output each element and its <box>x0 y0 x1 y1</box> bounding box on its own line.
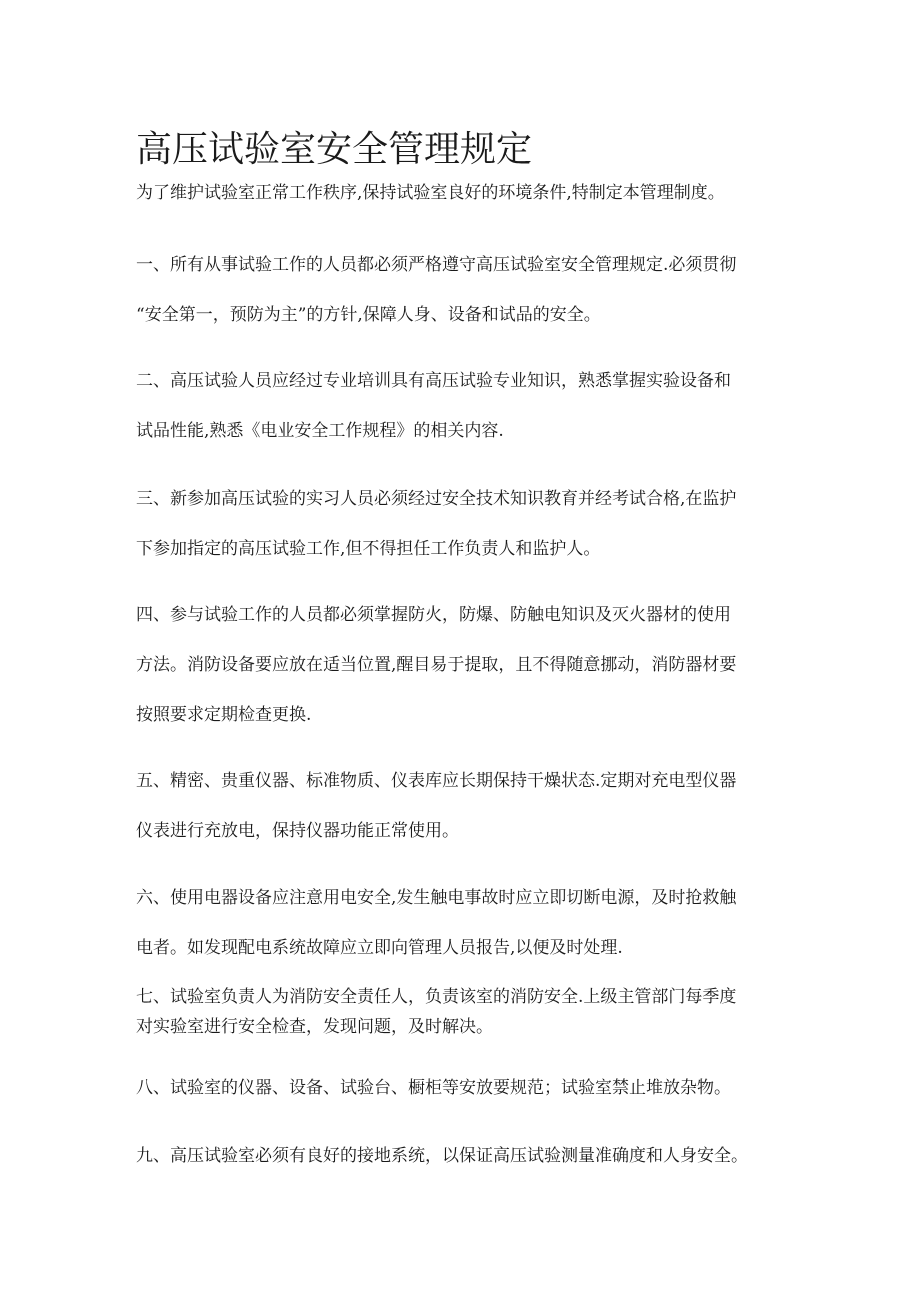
section-7-line-1: 七、试验室负责人为消防安全责任人，负责该室的消防安全.上级主管部门每季度 <box>136 987 737 1007</box>
section-8 <box>136 1076 796 1100</box>
section-2-line-1: 二、高压试验人员应经过专业培训具有高压试验专业知识，熟悉掌握实验设备和 <box>136 371 731 391</box>
section-5 <box>136 769 796 843</box>
section-2-line-2: 试品性能,熟悉《电业安全工作规程》的相关内容. <box>136 421 504 441</box>
section-4 <box>136 603 796 727</box>
section-4-line-1: 四、参与试验工作的人员都必须掌握防火，防爆、防触电知识及灭火器材的使用 <box>136 605 731 625</box>
section-7 <box>136 985 796 1039</box>
section-6 <box>136 886 796 960</box>
intro-line: 为了维护试验室正常工作秩序,保持试验室良好的环境条件,特制定本管理制度。 <box>136 183 725 203</box>
section-7-line-2: 对实验室进行安全检查，发现问题，及时解决。 <box>136 1017 493 1037</box>
section-6-line-1: 六、使用电器设备应注意用电安全,发生触电事故时应立即切断电源，及时抢救触 <box>136 888 737 908</box>
section-3-line-2: 下参加指定的高压试验工作,但不得担任工作负责人和监护人。 <box>136 539 601 559</box>
section-9-line-1: 九、高压试验室必须有良好的接地系统，以保证高压试验测量准确度和人身安全。 <box>136 1146 748 1166</box>
section-2 <box>136 369 796 443</box>
section-3 <box>136 487 796 561</box>
intro-paragraph <box>136 181 796 205</box>
section-3-line-1: 三、新参加高压试验的实习人员必须经过安全技术知识教育并经考试合格,在监护 <box>136 489 737 509</box>
section-1 <box>136 253 796 327</box>
section-1-line-1: 一、所有从事试验工作的人员都必须严格遵守高压试验室安全管理规定.必须贯彻 <box>136 255 737 275</box>
section-4-line-3: 按照要求定期检查更换. <box>136 705 312 725</box>
page-title: 高压试验室安全管理规定 <box>136 129 533 171</box>
section-5-line-1: 五、精密、贵重仪器、标准物质、仪表库应长期保持干燥状态.定期对充电型仪器 <box>136 771 737 791</box>
section-1-line-2: “安全第一，预防为主”的方针,保障人身、设备和试品的安全。 <box>136 305 601 325</box>
section-4-line-2: 方法。消防设备要应放在适当位置,醒目易于提取，且不得随意挪动，消防器材要 <box>136 655 737 675</box>
section-9 <box>136 1144 796 1168</box>
section-5-line-2: 仪表进行充放电，保持仪器功能正常使用。 <box>136 821 459 841</box>
section-6-line-2: 电者。如发现配电系统故障应立即向管理人员报告,以便及时处理. <box>136 938 623 958</box>
section-8-line-1: 八、试验室的仪器、设备、试验台、橱柜等安放要规范；试验室禁止堆放杂物。 <box>136 1078 731 1098</box>
